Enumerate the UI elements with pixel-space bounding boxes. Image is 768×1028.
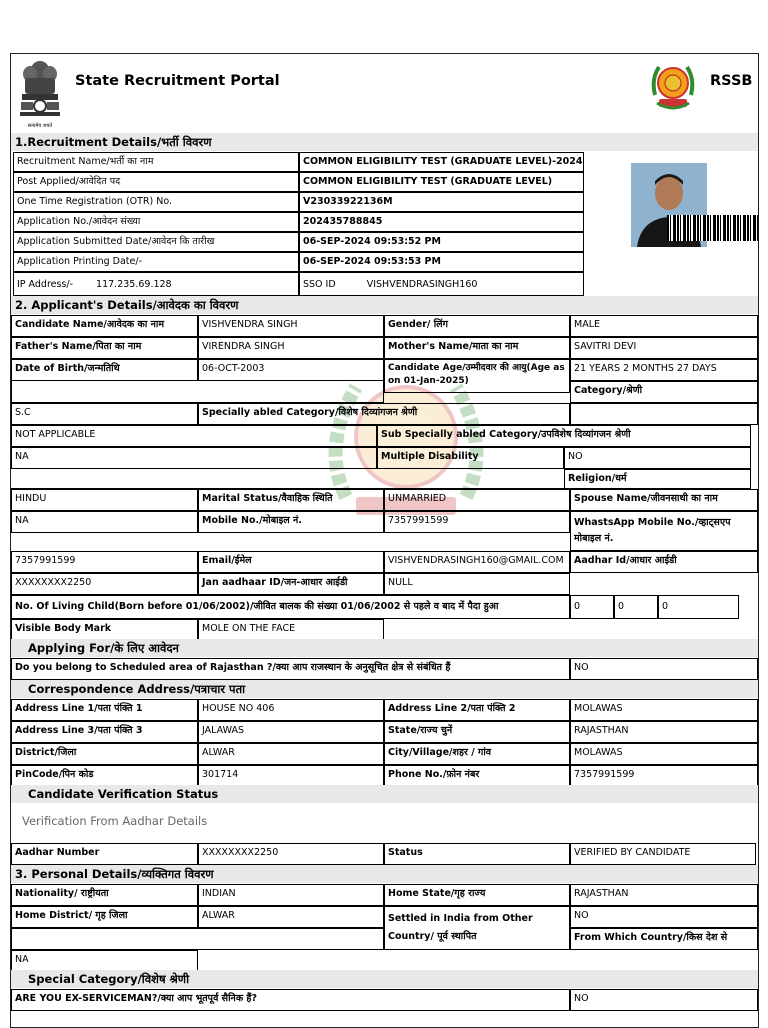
religion-value: HINDU xyxy=(11,489,198,511)
district-value: ALWAR xyxy=(198,743,384,765)
aadhar-number-value: XXXXXXXX2250 xyxy=(198,843,384,865)
district-label: District/जिला xyxy=(11,743,198,765)
mother-name-value: SAVITRI DEVI xyxy=(570,337,758,359)
home-district-empty xyxy=(11,928,384,950)
mobile-label: Mobile No./मोबाइल नं. xyxy=(198,511,384,533)
settled-label: Settled in India from Other Country/ पूर्व स्थापित xyxy=(384,906,570,950)
dob-label: Date of Birth/जन्मतिथि xyxy=(11,359,198,381)
address-line1-label: Address Line 1/पता पंक्ति 1 xyxy=(11,699,198,721)
state-value: RAJASTHAN xyxy=(570,721,758,743)
state-label: State/राज्य चुनें xyxy=(384,721,570,743)
gender-label: Gender/ लिंग xyxy=(384,315,570,337)
application-form xyxy=(10,53,759,1028)
age-value: 21 YEARS 2 MONTHS 27 DAYS xyxy=(570,359,758,381)
recruitment-name-label: Recruitment Name/भर्ती का नाम xyxy=(13,152,299,172)
from-which-country-value: NA xyxy=(11,950,198,972)
aadhar-number-label: Aadhar Number xyxy=(11,843,198,865)
ex-serviceman-question: ARE YOU EX-SERVICEMAN?/क्या आप भूतपूर्व सैनिक हैं? xyxy=(11,989,570,1011)
section-personal-details: 3. Personal Details/व्यक्तिगत विवरण xyxy=(11,865,758,883)
from-which-country-label: From Which Country/किस देश से xyxy=(570,928,758,950)
father-name-label: Father's Name/पिता का नाम xyxy=(11,337,198,359)
otr-value: V23033922136M xyxy=(299,192,584,212)
jan-aadhaar-label: Jan aadhaar ID/जन-आधार आईडी xyxy=(198,573,384,595)
home-district-value: ALWAR xyxy=(198,906,384,928)
aadhar-id-label: Aadhar Id/आधार आईडी xyxy=(570,551,758,573)
recruitment-name-value: COMMON ELIGIBILITY TEST (GRADUATE LEVEL)-2024 xyxy=(299,152,584,172)
ip-address-value: 117.235.69.128 xyxy=(96,279,172,290)
address-line2-label: Address Line 2/पता पंक्ति 2 xyxy=(384,699,570,721)
aadhar-id-value: XXXXXXXX2250 xyxy=(11,573,198,595)
whatsapp-value: 7357991599 xyxy=(11,551,198,573)
nationality-value: INDIAN xyxy=(198,884,384,906)
marital-status-label: Marital Status/वैवाहिक स्थिति xyxy=(198,489,384,511)
sso-id-label: SSO ID xyxy=(303,279,336,290)
mother-name-label: Mother's Name/माता का नाम xyxy=(384,337,570,359)
address-line1-value: HOUSE NO 406 xyxy=(198,699,384,721)
barcode xyxy=(667,215,759,241)
pincode-label: PinCode/पिन कोड xyxy=(11,765,198,787)
sa-empty xyxy=(570,403,758,425)
category-value: S.C xyxy=(11,403,198,425)
emblem-motto: सत्यमेव जयते xyxy=(27,123,53,129)
home-state-value: RAJASTHAN xyxy=(570,884,758,906)
phone-value: 7357991599 xyxy=(570,765,758,787)
rssb-logo-icon xyxy=(649,59,697,113)
sso-row xyxy=(299,272,584,296)
phone-label: Phone No./फ़ोन नंबर xyxy=(384,765,570,787)
candidate-name-value: VISHVENDRA SINGH xyxy=(198,315,384,337)
sso-id-value: VISHVENDRASINGH160 xyxy=(366,279,478,290)
portal-title: State Recruitment Portal xyxy=(75,73,280,89)
section-applying-for: Applying For/के लिए आवेदन xyxy=(11,639,758,657)
nationality-label: Nationality/ राष्ट्रीयता xyxy=(11,884,198,906)
jan-aadhaar-value: NULL xyxy=(384,573,570,595)
specially-abled-label: Specially abled Category/विशेष दिव्यांगजन श्रेणी xyxy=(198,403,570,425)
age-label: Candidate Age/उम्मीदवार की आयु(Age as on 01-Jan-2025) xyxy=(384,359,570,393)
jan-row-empty xyxy=(570,573,758,595)
living-child-value-2: 0 xyxy=(614,595,658,619)
candidate-name-label: Candidate Name/आवेदक का नाम xyxy=(11,315,198,337)
email-value: VISHVENDRASINGH160@GMAIL.COM xyxy=(384,551,570,573)
otr-label: One Time Registration (OTR) No. xyxy=(13,192,299,212)
dob-value: 06-OCT-2003 xyxy=(198,359,384,381)
living-child-value-1: 0 xyxy=(570,595,614,619)
address-line3-label: Address Line 3/पता पंक्ति 3 xyxy=(11,721,198,743)
dob-empty xyxy=(11,381,384,403)
mobile-value: 7357991599 xyxy=(384,511,570,533)
ex-serviceman-answer: NO xyxy=(570,989,758,1011)
multiple-disability-value: NO xyxy=(564,447,751,469)
address-line2-value: MOLAWAS xyxy=(570,699,758,721)
category-label: Category/श्रेणी xyxy=(570,381,758,403)
specially-abled-value: NOT APPLICABLE xyxy=(11,425,377,447)
home-district-label: Home District/ गृह जिला xyxy=(11,906,198,928)
multiple-disability-label: Multiple Disability xyxy=(377,447,564,469)
sub-specially-abled-label: Sub Specially abled Category/उपविशेष दिव्यांगजन श्रेणी xyxy=(377,425,751,447)
home-state-label: Home State/गृह राज्य xyxy=(384,884,570,906)
religion-empty xyxy=(11,469,564,489)
whatsapp-label: WhastsApp Mobile No./व्हाट्सएप मोबाइल नं. xyxy=(570,511,758,551)
city-value: MOLAWAS xyxy=(570,743,758,765)
spouse-name-label: Spouse Name/जीवनसाथी का नाम xyxy=(570,489,758,511)
post-applied-value: COMMON ELIGIBILITY TEST (GRADUATE LEVEL) xyxy=(299,172,584,192)
verification-status-label: Status xyxy=(384,843,570,865)
city-label: City/Village/शहर / गांव xyxy=(384,743,570,765)
ip-address-label: IP Address/- xyxy=(17,279,74,290)
gender-value: MALE xyxy=(570,315,758,337)
section-special-category: Special Category/विशेष श्रेणी xyxy=(11,970,758,988)
mobile-row-empty xyxy=(11,533,570,551)
marital-status-value: UNMARRIED xyxy=(384,489,570,511)
ip-address-row xyxy=(13,272,299,296)
application-no-value: 202435788845 xyxy=(299,212,584,232)
address-line3-value: JALAWAS xyxy=(198,721,384,743)
pincode-value: 301714 xyxy=(198,765,384,787)
spouse-name-value: NA xyxy=(11,511,198,533)
national-emblem-icon xyxy=(17,58,63,128)
living-child-value-3: 0 xyxy=(658,595,739,619)
section-applicant-details: 2. Applicant's Details/आवेदक का विवरण xyxy=(11,296,758,314)
submitted-date-value: 06-SEP-2024 09:53:52 PM xyxy=(299,232,584,252)
verification-status-value: VERIFIED BY CANDIDATE xyxy=(570,843,756,865)
visible-body-mark-value: MOLE ON THE FACE xyxy=(198,619,384,641)
submitted-date-label: Application Submitted Date/आवेदन कि तारीख xyxy=(13,232,299,252)
sub-specially-abled-value: NA xyxy=(11,447,377,469)
living-child-label: No. Of Living Child(Born before 01/06/2002)/जीवित बालक की संख्या 01/06/2002 से पहले व बाद में पैदा हुआ xyxy=(11,595,570,619)
application-no-label: Application No./आवेदन संख्या xyxy=(13,212,299,232)
printing-date-value: 06-SEP-2024 09:53:53 PM xyxy=(299,252,584,272)
scheduled-area-question: Do you belong to Scheduled area of Rajasthan ?/क्या आप राजस्थान के अनुसूचित क्षेत्र से संबंधित हैं xyxy=(11,658,570,680)
religion-label: Religion/धर्म xyxy=(564,469,751,489)
email-label: Email/ईमेल xyxy=(198,551,384,573)
father-name-value: VIRENDRA SINGH xyxy=(198,337,384,359)
verification-subtitle: Verification From Aadhar Details xyxy=(22,814,208,828)
section-correspondence-address: Correspondence Address/पत्राचार पता xyxy=(11,680,758,698)
visible-body-mark-label: Visible Body Mark xyxy=(11,619,198,641)
org-name: RSSB xyxy=(710,73,753,89)
settled-value: NO xyxy=(570,906,758,928)
scheduled-area-answer: NO xyxy=(570,658,758,680)
post-applied-label: Post Applied/आवेदित पद xyxy=(13,172,299,192)
section-candidate-verification: Candidate Verification Status xyxy=(11,785,758,803)
printing-date-label: Application Printing Date/- xyxy=(13,252,299,272)
section-recruitment-details: 1.Recruitment Details/भर्ती विवरण xyxy=(11,133,758,151)
